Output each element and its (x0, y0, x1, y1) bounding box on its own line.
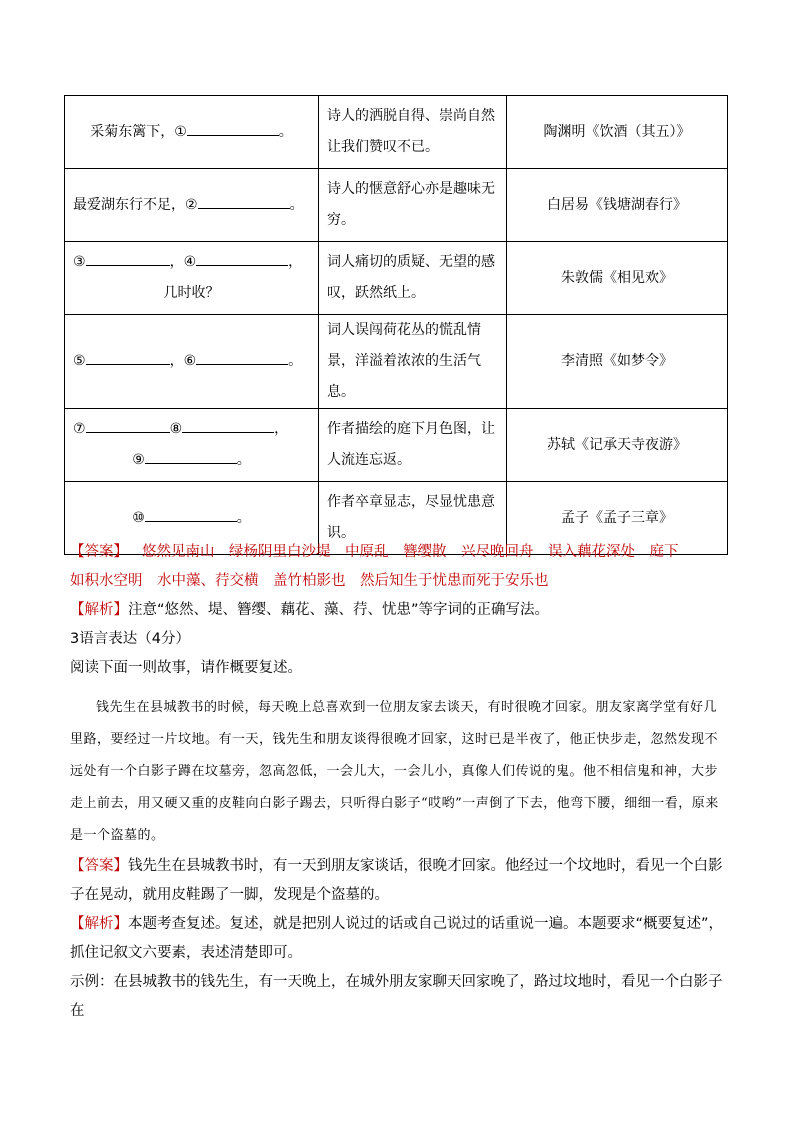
poem-punct: 。 (236, 452, 251, 468)
description-text: 词人误闯荷花丛的慌乱情景，洋溢着浓浓的生活气息。 (327, 322, 481, 400)
poem-line-cell (65, 96, 319, 169)
description-text: 诗人的洒脱自得、崇尚自然让我们赞叹不已。 (327, 108, 495, 155)
answer-blank[interactable] (86, 418, 170, 433)
source-text: 孟子《孟子三章》 (561, 509, 673, 526)
answer-block-2 (70, 852, 730, 1026)
poem-text: 几时收？ (163, 285, 220, 301)
poem-punct: 。 (289, 196, 304, 213)
poem-line-cell (65, 169, 319, 242)
poem-punct: 。 (278, 123, 293, 140)
source-cell (507, 242, 728, 315)
analysis-label: 【解析】 (70, 602, 128, 618)
source-cell (507, 409, 728, 482)
description-cell (319, 409, 507, 482)
description-text: 词人痛切的质疑、无望的感叹，跃然纸上。 (327, 254, 495, 301)
example-text: 示例：在县城教书的钱先生，有一天晚上，在城外朋友家聊天回家晚了，路过坟地时，看见一个白影子在 (70, 974, 723, 1019)
story-passage: 钱先生在县城教书的时候，每天晚上总喜欢到一位朋友家去谈天，有时很晚才回家。朋友家离学堂有好几里路，要经过一片坟地。有一天，钱先生和朋友谈得很晚才回家，这时已是半夜了，他正快步走，忽然发现不远处有一个白影子蹲在坟墓旁，忽高忽低，一会儿大，一会儿小，真像人们传说的鬼。他不相信鬼和神，大步走上前去，用又硬又重的皮鞋向白影子踢去，只听得白影子“哎哟”一声倒了下去，他弯下腰，细细一看，原来是一个盗墓的。 (70, 700, 719, 843)
description-text: 作者卒章显志，尽显忧患意识。 (327, 494, 495, 541)
answer-text: 钱先生在县城教书时，有一天到朋友家谈话，很晚才回家。他经过一个坟地时，看见一个白影子在晃动，就用皮鞋踢了一脚，发现是个盗墓的。 (70, 858, 723, 903)
analysis-text: 本题考查复述。复述，就是把别人说过的话或自己说过的话重说一遍。本题要求“概要复述”，抓住记叙文六要素，表述清楚即可。 (70, 916, 724, 961)
blank-number: ⑥ (183, 353, 197, 369)
answer-blank[interactable] (145, 507, 237, 522)
description-cell (319, 315, 507, 409)
source-cell (507, 96, 728, 169)
source-text: 朱敦儒《相见欢》 (561, 269, 673, 286)
source-cell (507, 315, 728, 409)
description-cell (319, 96, 507, 169)
description-text: 作者描绘的庭下月色图，让人流连忘返。 (327, 421, 495, 468)
poem-table (64, 95, 728, 555)
blank-number: ⑨ (132, 452, 145, 468)
poem-punct: 。 (236, 509, 251, 526)
answer-blank[interactable] (86, 350, 170, 365)
section-title: 3语言表达（4分） (70, 631, 190, 647)
answer-blank[interactable] (196, 251, 288, 266)
analysis-text: 注意“悠然、堤、簪缨、藕花、藻、荇、忧患”等字词的正确写法。 (128, 602, 550, 618)
description-cell (319, 169, 507, 242)
poem-line-cell (65, 242, 319, 315)
blank-number: ⑩ (132, 509, 145, 526)
source-text: 陶渊明《饮酒（其五）》 (543, 123, 691, 140)
answer-blank[interactable] (86, 251, 170, 266)
answer-blank[interactable] (198, 194, 290, 209)
answer-text: 如积水空明 水中藻、荇交横 盖竹柏影也 然后知生于忧患而死于安乐也 (70, 573, 549, 589)
poem-text: 最爱湖东行不足， (73, 196, 185, 213)
answer-label: 【答案】 (70, 544, 128, 560)
answer-block-1 (70, 538, 730, 683)
poem-line-cell (65, 315, 319, 409)
source-text: 李清照《如梦令》 (561, 353, 673, 369)
poem-punct: ， (274, 421, 289, 437)
answer-blank[interactable] (196, 350, 288, 365)
blank-number: ① (174, 123, 187, 140)
answer-text: 悠然见南山 绿杨阴里白沙堤 中原乱 簪缨散 兴尽晚回舟 误入藕花深处 庭下 (142, 544, 679, 560)
poem-punct: ， (169, 254, 184, 270)
source-text: 白居易《钱塘湖春行》 (547, 196, 687, 213)
blank-number: ④ (183, 254, 197, 270)
answer-blank[interactable] (145, 449, 237, 464)
source-text: 苏轼《记承天寺夜游》 (547, 436, 687, 453)
description-text: 诗人的惬意舒心亦是趣味无穷。 (327, 181, 495, 228)
answer-blank[interactable] (182, 418, 274, 433)
poem-punct: 。 (288, 353, 303, 369)
poem-punct: ， (169, 353, 184, 369)
description-cell (319, 242, 507, 315)
source-cell (507, 169, 728, 242)
table-row (65, 169, 728, 242)
blank-number: ⑦ (73, 421, 86, 437)
answer-label: 【答案】 (70, 858, 128, 874)
blank-number: ⑤ (73, 353, 86, 369)
table-row (65, 242, 728, 315)
blank-number: ③ (73, 254, 86, 270)
table-row (65, 315, 728, 409)
blank-number: ② (185, 196, 198, 213)
analysis-label: 【解析】 (70, 916, 128, 932)
poem-punct: ， (288, 254, 303, 270)
table-row (65, 409, 728, 482)
answer-blank[interactable] (187, 121, 279, 136)
table-row (65, 96, 728, 169)
poem-line-cell (65, 409, 319, 482)
poem-text: 采菊东篱下， (90, 123, 175, 140)
section-prompt: 阅读下面一则故事，请作概要复述。 (70, 660, 302, 676)
blank-number: ⑧ (169, 421, 183, 437)
